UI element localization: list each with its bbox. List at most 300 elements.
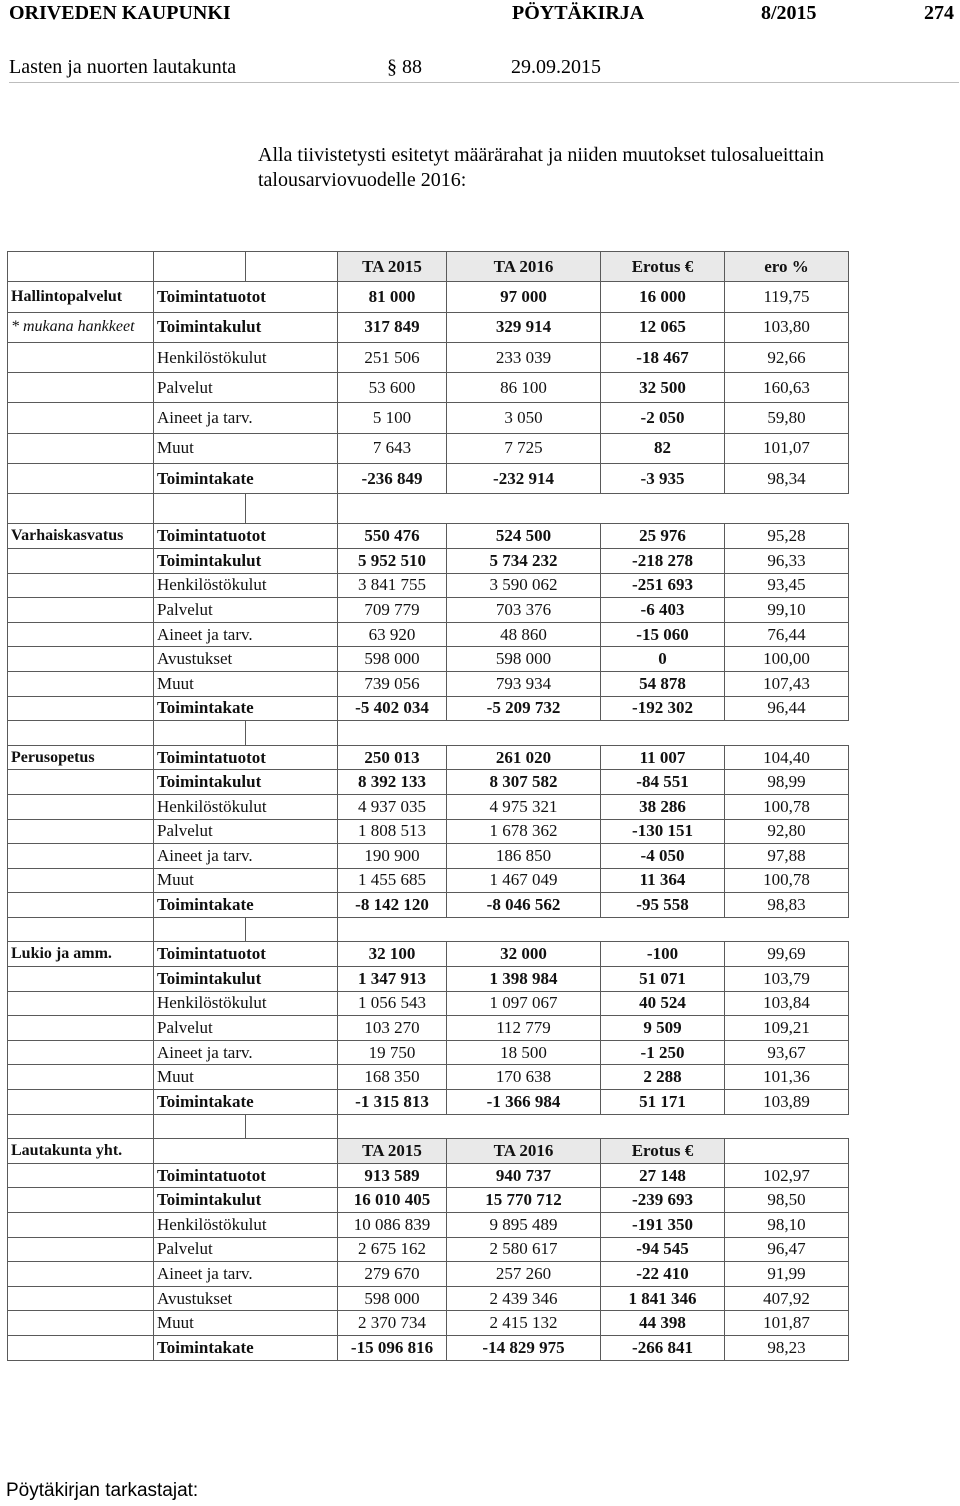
row-label: Toimintatuotot	[154, 524, 338, 549]
group-name: Perusopetus	[8, 745, 154, 770]
value-ta2016: 1 678 362	[447, 819, 601, 844]
empty-cell	[246, 917, 338, 942]
empty-cell	[8, 671, 154, 696]
value-ta2016: 48 860	[447, 622, 601, 647]
empty-cell	[154, 721, 246, 746]
empty-cell	[447, 1114, 601, 1139]
value-erotus: 0	[601, 647, 725, 672]
value-ero-pct: 91,99	[725, 1262, 849, 1287]
empty-cell	[8, 917, 154, 942]
table-row	[8, 312, 849, 342]
value-ta2015: 103 270	[338, 1016, 447, 1041]
empty-cell	[8, 1286, 154, 1311]
value-ta2016: 97 000	[447, 282, 601, 312]
value-ta2015: 81 000	[338, 282, 447, 312]
header-ta2015: TA 2015	[338, 1139, 447, 1164]
value-erotus: -15 060	[601, 622, 725, 647]
value-erotus: 54 878	[601, 671, 725, 696]
table-row	[8, 991, 849, 1016]
empty-cell	[8, 647, 154, 672]
empty-cell	[601, 721, 725, 746]
value-ta2016: 7 725	[447, 433, 601, 463]
table-row	[8, 1040, 849, 1065]
value-ta2015: 598 000	[338, 1286, 447, 1311]
value-ta2016: -1 366 984	[447, 1090, 601, 1115]
value-erotus: 27 148	[601, 1163, 725, 1188]
value-ta2016: -5 209 732	[447, 696, 601, 721]
empty-cell	[725, 917, 849, 942]
value-ta2016: 1 398 984	[447, 967, 601, 992]
table-row	[8, 844, 849, 869]
value-ero-pct: 97,88	[725, 844, 849, 869]
document-number: 8/2015	[761, 2, 817, 24]
empty-cell	[447, 494, 601, 524]
section-number: § 88	[387, 56, 422, 78]
row-label: Henkilöstökulut	[154, 794, 338, 819]
empty-cell	[601, 917, 725, 942]
header-ero-pct: ero %	[725, 252, 849, 282]
empty-cell	[8, 433, 154, 463]
group-note: * mukana hankkeet	[8, 312, 154, 342]
value-ero-pct: 103,80	[725, 312, 849, 342]
value-ero-pct: 160,63	[725, 373, 849, 403]
empty-cell	[8, 598, 154, 623]
value-erotus: 11 007	[601, 745, 725, 770]
value-ero-pct: 100,00	[725, 647, 849, 672]
meeting-line	[9, 56, 959, 83]
value-ta2015: 63 920	[338, 622, 447, 647]
empty-cell	[246, 721, 338, 746]
value-ta2016: 112 779	[447, 1016, 601, 1041]
table-row	[8, 282, 849, 312]
value-ta2016: 32 000	[447, 942, 601, 967]
table-row	[8, 671, 849, 696]
value-ta2015: 190 900	[338, 844, 447, 869]
header-blank-cell	[725, 1139, 849, 1164]
value-ta2016: 2 439 346	[447, 1286, 601, 1311]
row-label: Toimintakate	[154, 1335, 338, 1360]
value-erotus: -130 151	[601, 819, 725, 844]
row-label: Muut	[154, 1065, 338, 1090]
empty-cell	[8, 868, 154, 893]
committee-name: Lasten ja nuorten lautakunta	[9, 56, 237, 78]
empty-cell	[8, 622, 154, 647]
spacer-row	[8, 494, 849, 524]
value-ta2015: 250 013	[338, 745, 447, 770]
intro-line-2: talousarviovuodelle 2016:	[258, 169, 467, 191]
value-erotus: -94 545	[601, 1237, 725, 1262]
value-erotus: 11 364	[601, 868, 725, 893]
value-ta2015: -8 142 120	[338, 893, 447, 918]
empty-cell	[8, 373, 154, 403]
table-row	[8, 622, 849, 647]
value-ero-pct: 100,78	[725, 794, 849, 819]
value-ero-pct: 407,92	[725, 1286, 849, 1311]
table-row	[8, 1311, 849, 1336]
empty-cell	[8, 1311, 154, 1336]
row-label: Toimintatuotot	[154, 942, 338, 967]
empty-cell	[8, 1040, 154, 1065]
table-row	[8, 573, 849, 598]
header-ta2016: TA 2016	[447, 252, 601, 282]
table-row	[8, 464, 849, 494]
row-label: Muut	[154, 671, 338, 696]
row-label: Aineet ja tarv.	[154, 1040, 338, 1065]
value-erotus: 12 065	[601, 312, 725, 342]
group-name: Lautakunta yht.	[8, 1139, 154, 1164]
value-ta2015: 550 476	[338, 524, 447, 549]
empty-cell	[8, 967, 154, 992]
value-ero-pct: 76,44	[725, 622, 849, 647]
empty-cell	[8, 991, 154, 1016]
value-ero-pct: 92,80	[725, 819, 849, 844]
value-ero-pct: 98,83	[725, 893, 849, 918]
empty-cell	[8, 342, 154, 372]
header-ta2015: TA 2015	[338, 252, 447, 282]
value-ta2015: 8 392 133	[338, 770, 447, 795]
row-label: Toimintatuotot	[154, 282, 338, 312]
value-ero-pct: 109,21	[725, 1016, 849, 1041]
value-ta2015: 19 750	[338, 1040, 447, 1065]
value-ero-pct: 96,47	[725, 1237, 849, 1262]
empty-cell	[8, 844, 154, 869]
table-row	[8, 1286, 849, 1311]
table-header-row	[8, 252, 849, 282]
value-erotus: 51 071	[601, 967, 725, 992]
value-ta2015: 1 455 685	[338, 868, 447, 893]
value-ero-pct: 119,75	[725, 282, 849, 312]
empty-cell	[8, 464, 154, 494]
value-ero-pct: 101,07	[725, 433, 849, 463]
table-row	[8, 598, 849, 623]
empty-cell	[246, 494, 338, 524]
value-ta2016: 1 467 049	[447, 868, 601, 893]
row-label: Aineet ja tarv.	[154, 1262, 338, 1287]
empty-cell	[8, 721, 154, 746]
empty-cell	[8, 1262, 154, 1287]
empty-cell	[8, 573, 154, 598]
value-erotus: -218 278	[601, 548, 725, 573]
empty-cell	[246, 1114, 338, 1139]
value-ero-pct: 98,99	[725, 770, 849, 795]
row-label: Toimintakulut	[154, 1188, 338, 1213]
value-ta2016: 5 734 232	[447, 548, 601, 573]
value-ta2016: 15 770 712	[447, 1188, 601, 1213]
row-label: Toimintakate	[154, 696, 338, 721]
value-erotus: -239 693	[601, 1188, 725, 1213]
spacer-row	[8, 721, 849, 746]
value-ta2015: 739 056	[338, 671, 447, 696]
value-ta2015: 32 100	[338, 942, 447, 967]
empty-cell	[8, 1090, 154, 1115]
spacer-row	[8, 917, 849, 942]
value-erotus: 16 000	[601, 282, 725, 312]
empty-cell	[8, 696, 154, 721]
empty-cell	[725, 1114, 849, 1139]
value-ta2016: 261 020	[447, 745, 601, 770]
table-row	[8, 770, 849, 795]
empty-cell	[8, 1335, 154, 1360]
value-ta2016: 4 975 321	[447, 794, 601, 819]
empty-cell	[8, 893, 154, 918]
group-header-row	[8, 1139, 849, 1164]
value-ta2015: 1 347 913	[338, 967, 447, 992]
empty-cell	[8, 770, 154, 795]
row-label: Aineet ja tarv.	[154, 403, 338, 433]
value-ta2015: 2 675 162	[338, 1237, 447, 1262]
value-ta2016: 233 039	[447, 342, 601, 372]
value-ero-pct: 95,28	[725, 524, 849, 549]
table-row	[8, 647, 849, 672]
value-erotus: -84 551	[601, 770, 725, 795]
value-ta2015: -1 315 813	[338, 1090, 447, 1115]
value-erotus: -266 841	[601, 1335, 725, 1360]
empty-cell	[8, 494, 154, 524]
table-row	[8, 342, 849, 372]
value-ta2016: 86 100	[447, 373, 601, 403]
row-label: Avustukset	[154, 1286, 338, 1311]
row-label: Toimintakulut	[154, 967, 338, 992]
empty-cell	[338, 721, 447, 746]
value-ero-pct: 92,66	[725, 342, 849, 372]
intro-text	[258, 143, 958, 193]
empty-cell	[447, 917, 601, 942]
empty-cell	[601, 494, 725, 524]
value-erotus: -251 693	[601, 573, 725, 598]
value-erotus: -95 558	[601, 893, 725, 918]
value-ero-pct: 99,69	[725, 942, 849, 967]
row-label: Palvelut	[154, 1237, 338, 1262]
value-ta2016: 940 737	[447, 1163, 601, 1188]
value-ta2015: 251 506	[338, 342, 447, 372]
row-label: Toimintakate	[154, 893, 338, 918]
value-ta2016: 3 590 062	[447, 573, 601, 598]
header-ta2016: TA 2016	[447, 1139, 601, 1164]
value-ta2015: -5 402 034	[338, 696, 447, 721]
value-erotus: -6 403	[601, 598, 725, 623]
page-number: 274	[924, 2, 954, 24]
header-blank-cell	[154, 1139, 338, 1164]
value-ero-pct: 98,50	[725, 1188, 849, 1213]
value-ta2015: 53 600	[338, 373, 447, 403]
table-row	[8, 1016, 849, 1041]
value-ero-pct: 103,89	[725, 1090, 849, 1115]
value-ta2016: 18 500	[447, 1040, 601, 1065]
value-ero-pct: 103,84	[725, 991, 849, 1016]
value-ta2015: 279 670	[338, 1262, 447, 1287]
value-ta2016: 793 934	[447, 671, 601, 696]
table-row	[8, 1163, 849, 1188]
table-row	[8, 373, 849, 403]
value-ta2015: 709 779	[338, 598, 447, 623]
value-ero-pct: 93,45	[725, 573, 849, 598]
empty-cell	[725, 494, 849, 524]
value-erotus: 2 288	[601, 1065, 725, 1090]
value-ta2015: 3 841 755	[338, 573, 447, 598]
value-ta2016: 329 914	[447, 312, 601, 342]
value-ta2015: 5 100	[338, 403, 447, 433]
row-label: Palvelut	[154, 598, 338, 623]
value-ero-pct: 59,80	[725, 403, 849, 433]
row-label: Muut	[154, 1311, 338, 1336]
row-label: Muut	[154, 868, 338, 893]
table-row	[8, 942, 849, 967]
value-ta2016: 2 580 617	[447, 1237, 601, 1262]
group-name: Varhaiskasvatus	[8, 524, 154, 549]
row-label: Muut	[154, 433, 338, 463]
value-erotus: 40 524	[601, 991, 725, 1016]
value-ero-pct: 107,43	[725, 671, 849, 696]
group-name: Lukio ja amm.	[8, 942, 154, 967]
value-erotus: -191 350	[601, 1213, 725, 1238]
value-ta2015: 5 952 510	[338, 548, 447, 573]
row-label: Avustukset	[154, 647, 338, 672]
value-erotus: -4 050	[601, 844, 725, 869]
table-row	[8, 868, 849, 893]
empty-cell	[8, 548, 154, 573]
row-label: Palvelut	[154, 819, 338, 844]
value-erotus: -3 935	[601, 464, 725, 494]
value-ta2016: 186 850	[447, 844, 601, 869]
group-name: Hallintopalvelut	[8, 282, 154, 312]
value-erotus: 9 509	[601, 1016, 725, 1041]
row-label: Palvelut	[154, 1016, 338, 1041]
value-ta2015: 16 010 405	[338, 1188, 447, 1213]
table-row	[8, 745, 849, 770]
value-erotus: -22 410	[601, 1262, 725, 1287]
value-ero-pct: 93,67	[725, 1040, 849, 1065]
value-ta2015: 168 350	[338, 1065, 447, 1090]
header-blank-cell	[8, 252, 154, 282]
value-ta2015: 1 808 513	[338, 819, 447, 844]
empty-cell	[8, 1016, 154, 1041]
header-erotus: Erotus €	[601, 252, 725, 282]
value-ta2016: -232 914	[447, 464, 601, 494]
value-ta2016: 598 000	[447, 647, 601, 672]
value-ta2015: 10 086 839	[338, 1213, 447, 1238]
value-ero-pct: 103,79	[725, 967, 849, 992]
value-ta2015: 317 849	[338, 312, 447, 342]
value-ero-pct: 96,33	[725, 548, 849, 573]
value-ta2016: 1 097 067	[447, 991, 601, 1016]
value-ta2016: 703 376	[447, 598, 601, 623]
empty-cell	[338, 917, 447, 942]
value-ta2016: 3 050	[447, 403, 601, 433]
empty-cell	[8, 1114, 154, 1139]
value-ero-pct: 100,78	[725, 868, 849, 893]
intro-line-1: Alla tiivistetysti esitetyt määrärahat ja niiden muutokset tulosalueittain	[258, 144, 824, 166]
table-row	[8, 433, 849, 463]
footer-signatures: Pöytäkirjan tarkastajat:	[6, 1480, 199, 1501]
table-row	[8, 548, 849, 573]
row-label: Henkilöstökulut	[154, 573, 338, 598]
empty-cell	[447, 721, 601, 746]
row-label: Aineet ja tarv.	[154, 844, 338, 869]
table-row	[8, 1335, 849, 1360]
value-erotus: 82	[601, 433, 725, 463]
empty-cell	[154, 494, 246, 524]
empty-cell	[8, 403, 154, 433]
row-label: Aineet ja tarv.	[154, 622, 338, 647]
header-erotus: Erotus €	[601, 1139, 725, 1164]
value-erotus: -192 302	[601, 696, 725, 721]
value-ta2015: 913 589	[338, 1163, 447, 1188]
meeting-date: 29.09.2015	[511, 56, 601, 78]
empty-cell	[154, 1114, 246, 1139]
table-row	[8, 1065, 849, 1090]
value-ta2015: 4 937 035	[338, 794, 447, 819]
value-ta2016: 170 638	[447, 1065, 601, 1090]
value-ta2016: -14 829 975	[447, 1335, 601, 1360]
value-ta2015: -15 096 816	[338, 1335, 447, 1360]
value-erotus: 44 398	[601, 1311, 725, 1336]
value-ta2015: -236 849	[338, 464, 447, 494]
table-row	[8, 524, 849, 549]
row-label: Toimintatuotot	[154, 1163, 338, 1188]
value-ero-pct: 101,87	[725, 1311, 849, 1336]
value-erotus: 25 976	[601, 524, 725, 549]
header-blank-cell	[246, 252, 338, 282]
value-erotus: -18 467	[601, 342, 725, 372]
empty-cell	[8, 794, 154, 819]
table-row	[8, 967, 849, 992]
table-row	[8, 1213, 849, 1238]
document-header	[9, 2, 954, 28]
value-ta2016: 8 307 582	[447, 770, 601, 795]
organization-name: ORIVEDEN KAUPUNKI	[9, 2, 231, 24]
document-type: PÖYTÄKIRJA	[512, 2, 645, 24]
value-ta2016: 9 895 489	[447, 1213, 601, 1238]
budget-table	[7, 251, 849, 1361]
value-ero-pct: 104,40	[725, 745, 849, 770]
table-row	[8, 1188, 849, 1213]
table-row	[8, 696, 849, 721]
value-erotus: -2 050	[601, 403, 725, 433]
row-label: Toimintakulut	[154, 312, 338, 342]
empty-cell	[8, 1237, 154, 1262]
value-ta2015: 598 000	[338, 647, 447, 672]
table-row	[8, 403, 849, 433]
value-ta2015: 7 643	[338, 433, 447, 463]
value-ero-pct: 102,97	[725, 1163, 849, 1188]
row-label: Henkilöstökulut	[154, 1213, 338, 1238]
empty-cell	[8, 1188, 154, 1213]
value-ero-pct: 96,44	[725, 696, 849, 721]
value-erotus: 1 841 346	[601, 1286, 725, 1311]
value-erotus: -1 250	[601, 1040, 725, 1065]
spacer-row	[8, 1114, 849, 1139]
row-label: Henkilöstökulut	[154, 991, 338, 1016]
row-label: Henkilöstökulut	[154, 342, 338, 372]
value-ero-pct: 99,10	[725, 598, 849, 623]
header-blank-cell	[154, 252, 246, 282]
value-ero-pct: 98,23	[725, 1335, 849, 1360]
empty-cell	[8, 1163, 154, 1188]
value-erotus: -100	[601, 942, 725, 967]
empty-cell	[8, 1213, 154, 1238]
value-ta2016: 2 415 132	[447, 1311, 601, 1336]
value-ta2016: 524 500	[447, 524, 601, 549]
row-label: Palvelut	[154, 373, 338, 403]
empty-cell	[338, 494, 447, 524]
empty-cell	[8, 1065, 154, 1090]
empty-cell	[338, 1114, 447, 1139]
value-ero-pct: 98,34	[725, 464, 849, 494]
value-erotus: 32 500	[601, 373, 725, 403]
row-label: Toimintakulut	[154, 548, 338, 573]
table-row	[8, 1090, 849, 1115]
empty-cell	[601, 1114, 725, 1139]
